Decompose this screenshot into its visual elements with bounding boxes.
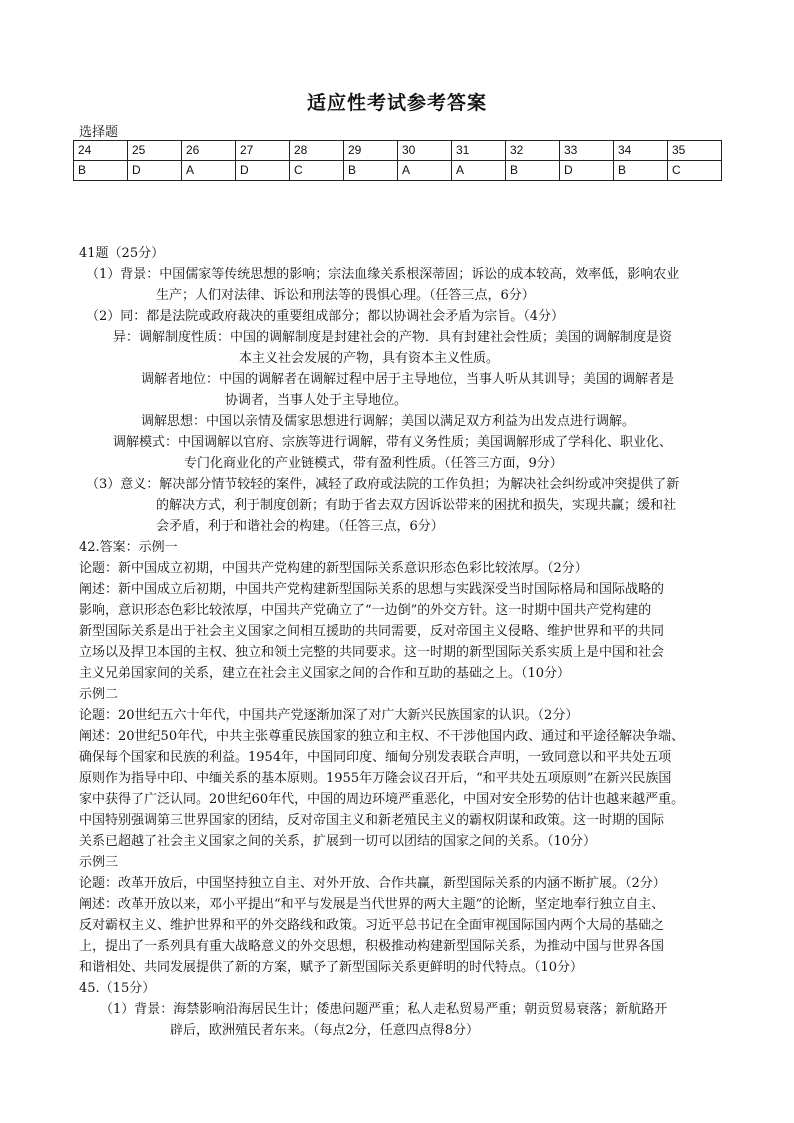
answer-line: 异：调解制度性质：中国的调解制度是封建社会的产物．具有封建社会性质；美国的调解制度是资 — [113, 330, 673, 345]
section-label: 选择题 — [79, 125, 119, 140]
answer-line: 上，提出了一系列具有重大战略意义的外交思想，积极推动构建新型国际关系，为推动中国与世界各国 — [79, 939, 665, 954]
question-number: 24 — [74, 141, 128, 161]
example-heading: 示例三 — [79, 855, 119, 870]
answer-key: B — [506, 161, 560, 181]
answer-line: （2）同：都是法院或政府裁决的重要组成部分；都以协调社会矛盾为宗旨。（4分） — [86, 309, 565, 324]
answer-line: 新型国际关系是出于社会主义国家之间相互援助的共同需要，反对帝国主义侵略、维护世界和平的共同 — [79, 624, 665, 639]
question-number: 25 — [128, 141, 182, 161]
answer-key: A — [452, 161, 506, 181]
answer-key: B — [614, 161, 668, 181]
question-number: 26 — [182, 141, 236, 161]
question-number-row — [74, 141, 722, 161]
answer-line: （1）背景：中国儒家等传统思想的影响；宗法血缘关系根深蒂固；诉讼的成本较高，效率低，影响农业 — [86, 267, 680, 282]
question-number: 33 — [560, 141, 614, 161]
answer-line: 阐述：新中国成立后初期，中国共产党构建新型国际关系的思想与实践深受当时国际格局和国际战略的 — [79, 582, 665, 597]
answer-key-table — [73, 140, 722, 181]
question-number: 32 — [506, 141, 560, 161]
answer-line: 会矛盾，利于和谐社会的构建。（任答三点，6分） — [156, 519, 444, 534]
answer-line: 反对霸权主义、维护世界和平的外交路线和政策。习近平总书记在全面审视国际国内两个大局的基础之 — [79, 918, 665, 933]
question-number: 28 — [290, 141, 344, 161]
answer-key: C — [668, 161, 722, 181]
page-title: 适应性考试参考答案 — [306, 92, 487, 114]
answer-line: 调解思想：中国以亲情及儒家思想进行调解；美国以满足双方利益为出发点进行调解。 — [141, 414, 636, 429]
answer-key: B — [74, 161, 128, 181]
answer-line: 阐述：20世纪50年代，中共主张尊重民族国家的独立和主权、不干涉他国内政、通过和平途径解决争端、 — [79, 729, 685, 744]
answer-line: 论题：20世纪五六十年代，中国共产党逐渐加深了对广大新兴民族国家的认识。（2分） — [79, 708, 579, 723]
answer-line: 主义兄弟国家间的关系，建立在社会主义国家之间的合作和互助的基础之上。（10分） — [79, 666, 571, 681]
answer-key: D — [236, 161, 290, 181]
answer-line: 立场以及捍卫本国的主权、独立和领土完整的共同要求。这一时期的新型国际关系实质上是中国和社会 — [79, 645, 665, 660]
answer-key: A — [182, 161, 236, 181]
answer-line: 原则作为指导中印、中缅关系的基本原则。1955年万隆会议召开后，“和平共处五项原则”在新兴民族国 — [79, 771, 672, 786]
answer-line: 论题：新中国成立初期，中国共产党构建的新型国际关系意识形态色彩比较浓厚。（2分） — [79, 561, 588, 576]
question-number: 31 — [452, 141, 506, 161]
answer-line: 论题：改革开放后，中国坚持独立自主、对外开放、合作共赢，新型国际关系的内涵不断扩展。（2分） — [79, 876, 666, 891]
question-number: 34 — [614, 141, 668, 161]
answer-key: A — [398, 161, 452, 181]
answer-line: 本主义社会发展的产物，具有资本主义性质。 — [239, 351, 500, 366]
answer-line: 家中获得了广泛认同。20世纪60年代，中国的周边环境严重恶化，中国对安全形势的估计也越来越严重。 — [79, 792, 685, 807]
answer-line: 的解决方式，利于制度创新；有助于省去双方因诉讼带来的困扰和损失，实现共赢；缓和社 — [156, 498, 677, 513]
question-heading: 41题（25分） — [79, 246, 165, 261]
question-number: 35 — [668, 141, 722, 161]
answer-line: 和谐相处、共同发展提供了新的方案，赋予了新型国际关系更鲜明的时代特点。（10分） — [79, 960, 584, 975]
answer-key: D — [128, 161, 182, 181]
answer-row — [74, 161, 722, 181]
answer-line: （3）意义：解决部分情节较轻的案件，减轻了政府或法院的工作负担；为解决社会纠纷或冲突提供了新 — [86, 477, 680, 492]
question-number: 27 — [236, 141, 290, 161]
answer-line: 辟后，欧洲殖民者东来。（每点2分，任意四点得8分） — [170, 1023, 480, 1038]
question-number: 30 — [398, 141, 452, 161]
answer-line: 影响，意识形态色彩比较浓厚，中国共产党确立了“一边倒”的外交方针。这一时期中国共产党构建的 — [79, 603, 652, 618]
answer-line: 调解者地位：中国的调解者在调解过程中居于主导地位，当事人听从其训导；美国的调解者是 — [141, 372, 675, 387]
answer-line: 专门化商业化的产业链模式，带有盈利性质。（任答三方面，9分） — [184, 456, 563, 471]
answer-line: 关系已超越了社会主义国家之间的关系，扩展到一切可以团结的国家之间的关系。（10分） — [79, 834, 597, 849]
example-heading: 示例二 — [79, 687, 119, 702]
answer-key: D — [560, 161, 614, 181]
answer-key: B — [344, 161, 398, 181]
answer-line: 生产；人们对法律、诉讼和刑法等的畏惧心理。（任答三点，6分） — [156, 288, 535, 303]
answer-line: 确保每个国家和民族的利益。1954年，中国同印度、缅甸分别发表联合声明，一致同意以和平共处五项 — [79, 750, 672, 765]
question-heading: 45.（15分） — [79, 981, 156, 996]
answer-line: 中国特别强调第三世界国家的团结，反对帝国主义和新老殖民主义的霸权阴谋和政策。这一时期的国际 — [79, 813, 665, 828]
answer-line: 阐述：改革开放以来，邓小平提出“和平与发展是当代世界的两大主题”的论断，坚定地奉行独立自主、 — [79, 897, 665, 912]
answer-line: 调解模式：中国调解以官府、宗族等进行调解，带有义务性质；美国调解形成了学科化、职业化、 — [113, 435, 673, 450]
question-heading: 42.答案：示例一 — [79, 540, 178, 555]
question-number: 29 — [344, 141, 398, 161]
answer-line: 协调者，当事人处于主导地位。 — [225, 393, 408, 408]
answer-key: C — [290, 161, 344, 181]
answer-line: （1）背景：海禁影响沿海居民生计；倭患问题严重；私人走私贸易严重；朝贡贸易衰落；新航路开 — [100, 1002, 668, 1017]
